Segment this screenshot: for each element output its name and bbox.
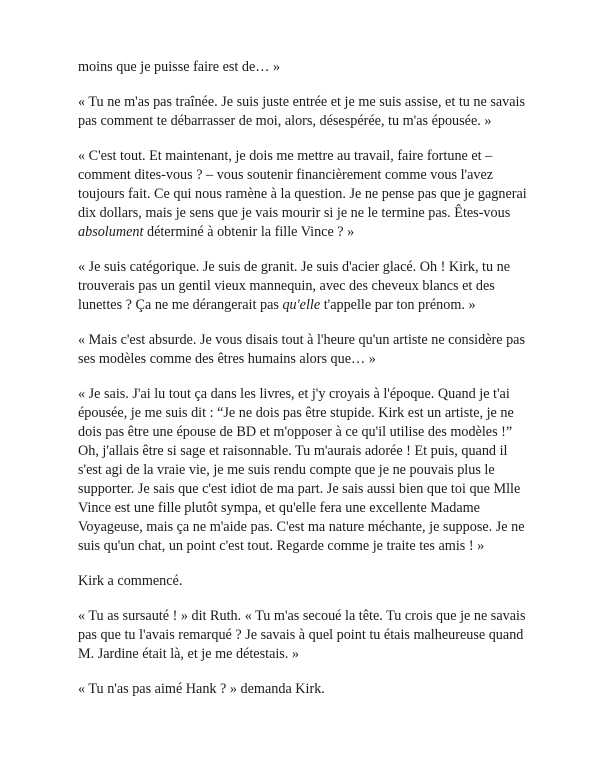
- paragraph-text: moins que je puisse faire est de… »: [78, 59, 281, 75]
- paragraph-1: [78, 58, 533, 77]
- emphasis-absolument: absolument: [78, 224, 144, 240]
- document-page: [78, 58, 533, 715]
- emphasis-quelle: qu'elle: [282, 297, 321, 313]
- paragraph-text: « Je suis catégorique. Je suis de granit. Je suis d'acier glacé. Oh ! Kirk, tu ne trouverais pas un gentil vieux mannequin, avec des cheveux blancs et des lunettes ? Ça ne me dérangerait pas: [78, 259, 511, 313]
- paragraph-text: t'appelle par ton prénom. »: [320, 297, 476, 313]
- paragraph-2: [78, 93, 533, 131]
- paragraph-text: « Mais c'est absurde. Je vous disais tout à l'heure qu'un artiste ne considère pas ses modèles comme des êtres humains alors que… »: [78, 332, 525, 367]
- paragraph-text: déterminé à obtenir la fille Vince ? »: [143, 224, 355, 240]
- paragraph-8: [78, 607, 533, 664]
- paragraph-text: « Tu n'as pas aimé Hank ? » demanda Kirk.: [78, 681, 325, 697]
- paragraph-4: [78, 258, 533, 315]
- paragraph-text: « C'est tout. Et maintenant, je dois me mettre au travail, faire fortune et – comment dites-vous ? – vous soutenir financièrement comme vous l'avez toujours fait. Ce qui nous ramène à la question. Je ne pense pas que je gagnerai dix dollars, mais je sens que je vais mourir si je ne le termine pas. Êtes-vous: [78, 148, 527, 221]
- paragraph-text: « Tu as sursauté ! » dit Ruth. « Tu m'as secoué la tête. Tu crois que je ne savais pas que tu l'avais remarqué ? Je savais à quel point tu étais malheureuse quand M. Jardine était là, et je me détestais. »: [78, 608, 526, 662]
- paragraph-text: Kirk a commencé.: [78, 573, 183, 589]
- paragraph-6: [78, 385, 533, 556]
- paragraph-9: [78, 680, 533, 699]
- paragraph-5: [78, 331, 533, 369]
- paragraph-text: « Je sais. J'ai lu tout ça dans les livres, et j'y croyais à l'époque. Quand je t'ai épousée, je me suis dit : “Je ne dois pas être stupide. Kirk est un artiste, je ne dois pas être une épouse de BD et m'opposer à ce qu'il utilise des modèles !” Oh, j'allais être si sage et raisonnable. Tu m'aurais adorée ! Et puis, quand il s'est agi de la vraie vie, je me suis rendu compte que je ne pouvais plus le supporter. Je sais que c'est idiot de ma part. Je sais aussi bien que toi que Mlle Vince est une fille plutôt sympa, et qu'elle fera une excellente Madame Voyageuse, mais ça ne m'aide pas. C'est ma nature méchante, je suppose. Je ne suis qu'un chat, un point c'est tout. Regarde comme je traite tes amis ! »: [78, 386, 525, 554]
- paragraph-text: « Tu ne m'as pas traînée. Je suis juste entrée et je me suis assise, et tu ne savais pas comment te débarrasser de moi, alors, désespérée, tu m'as épousée. »: [78, 94, 526, 129]
- paragraph-7: [78, 572, 533, 591]
- paragraph-3: [78, 147, 533, 242]
